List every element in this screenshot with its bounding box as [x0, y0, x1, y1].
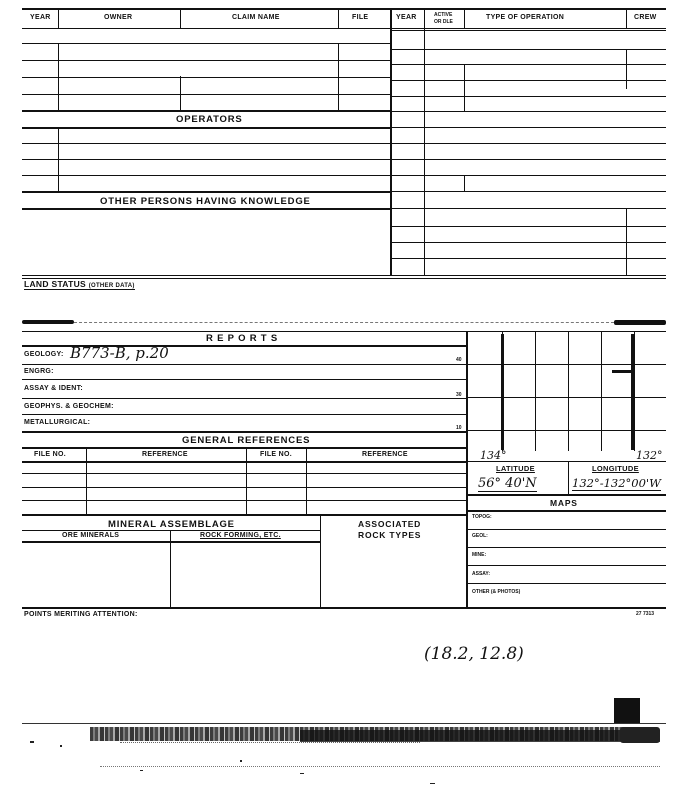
metallurgical-label: METALLURGICAL:	[24, 419, 91, 426]
land-status-text: LAND STATUS	[24, 279, 87, 289]
header-type-of-operation: TYPE OF OPERATION	[486, 14, 565, 21]
longitude-value: 132°-132°00'W	[572, 476, 661, 490]
maps-topog: TOPOG:	[472, 514, 492, 520]
header-year-2: YEAR	[396, 14, 417, 21]
grid-left-label: 134°	[480, 449, 507, 462]
points-meriting-attention: POINTS MERITING ATTENTION:	[24, 611, 138, 618]
grid-right-label: 132°	[636, 449, 663, 462]
maps-title: MAPS	[550, 498, 578, 508]
assay-label: ASSAY & IDENT:	[24, 385, 84, 392]
operators-title: OPERATORS	[176, 114, 243, 125]
other-persons-title: OTHER PERSONS HAVING KNOWLEDGE	[100, 196, 311, 207]
ref-header-file-no-2: FILE NO.	[260, 451, 292, 458]
geophys-label: GEOPHYS. & GEOCHEM:	[24, 403, 114, 410]
land-status-label	[24, 279, 135, 290]
land-status-sub: (OTHER DATA)	[88, 283, 135, 289]
mineral-assemblage-title: MINERAL ASSEMBLAGE	[108, 519, 235, 530]
header-claim-name: CLAIM NAME	[232, 14, 280, 21]
reports-title: R E P O R T S	[206, 333, 278, 344]
general-references-title: GENERAL REFERENCES	[182, 435, 311, 446]
latitude-label: LATITUDE	[496, 464, 535, 473]
ref-header-reference-2: REFERENCE	[362, 451, 408, 458]
grid-mark-right	[631, 334, 634, 450]
header-owner: OWNER	[104, 14, 133, 21]
maps-other: OTHER (& PHOTOS)	[472, 589, 521, 595]
reports-num-10: 10	[456, 425, 462, 431]
associated-label: ASSOCIATED	[358, 519, 422, 529]
header-or-dle: OR DLE	[434, 19, 453, 25]
engrg-label: ENGRG:	[24, 368, 54, 375]
ref-header-reference-1: REFERENCE	[142, 451, 188, 458]
maps-geol: GEOL:	[472, 533, 488, 539]
ref-header-file-no-1: FILE NO.	[34, 451, 66, 458]
ore-minerals-header: ORE MINERALS	[62, 532, 120, 539]
coordinate-annotation: (18.2, 12.8)	[424, 644, 524, 664]
rock-forming-header: ROCK FORMING, ETC.	[200, 532, 281, 539]
header-crew: CREW	[634, 14, 657, 21]
geology-label: GEOLOGY:	[24, 351, 64, 358]
header-year: YEAR	[30, 14, 51, 21]
rock-types-label: ROCK TYPES	[358, 530, 422, 540]
grid-mark-tick	[612, 370, 634, 373]
longitude-label: LONGITUDE	[592, 464, 639, 473]
reports-num-30: 30	[456, 392, 462, 398]
grid-mark-left	[501, 334, 504, 450]
header-file: FILE	[352, 14, 369, 21]
form-number: 27 7313	[636, 611, 655, 617]
header-active: ACTIVE	[434, 12, 453, 18]
maps-assay: ASSAY:	[472, 571, 491, 577]
geology-value: B773-B, p.20	[70, 344, 169, 362]
reports-num-40: 40	[456, 357, 462, 363]
maps-mine: MINE:	[472, 552, 487, 558]
latitude-value: 56° 40'N	[478, 476, 537, 491]
